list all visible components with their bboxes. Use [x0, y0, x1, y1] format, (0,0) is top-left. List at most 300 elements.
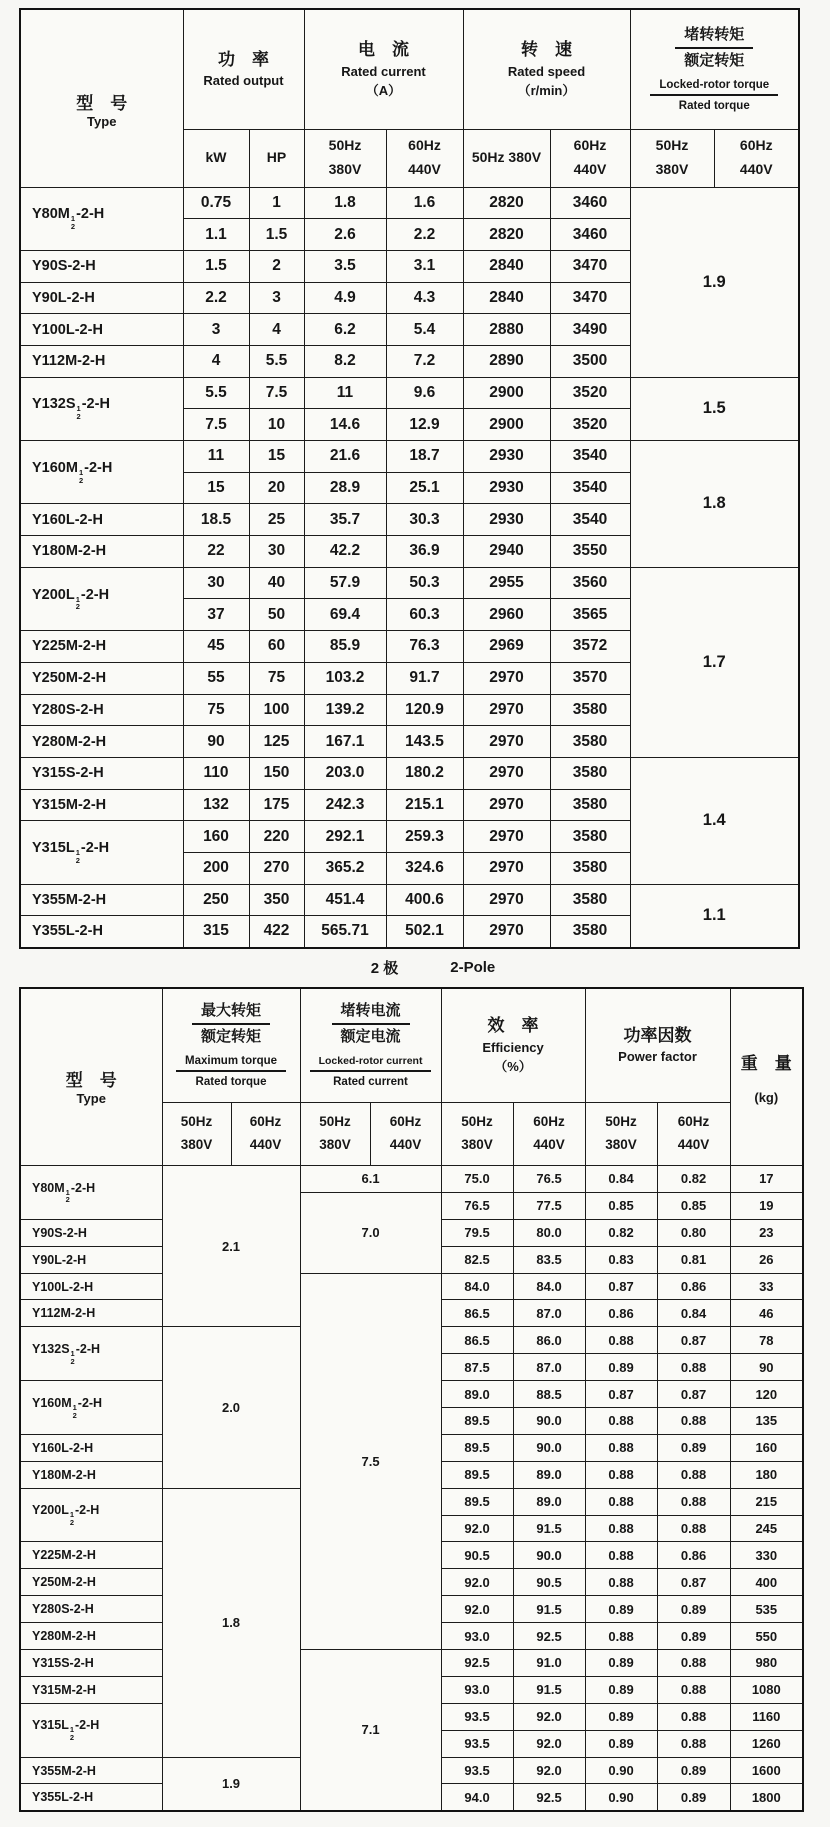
model-cell: Y100L-2-H	[20, 314, 183, 346]
value-cell: 0.87	[585, 1273, 657, 1300]
col-torque-ratio-header: 堵转转矩 额定转矩 Locked-rotor torque Rated torque	[630, 9, 799, 129]
model-cell: Y180M-2-H	[20, 536, 183, 568]
value-cell: 2940	[463, 536, 550, 568]
value-cell: 2820	[463, 187, 550, 219]
model-cell: Y225M-2-H	[20, 631, 183, 663]
model-cell: Y355M-2-H	[20, 884, 183, 916]
value-cell: 125	[249, 726, 304, 758]
value-cell: 42.2	[304, 536, 386, 568]
value-cell: 2	[249, 250, 304, 282]
value-cell: 2970	[463, 694, 550, 726]
subcol-maxtorque-50hz: 50Hz 380V	[162, 1103, 231, 1166]
weight-label-cn: 重 量	[740, 1053, 792, 1073]
value-cell: 86.5	[441, 1327, 513, 1354]
value-cell: 0.88	[657, 1354, 730, 1381]
value-cell: 0.88	[657, 1461, 730, 1488]
value-cell: 3.1	[386, 250, 463, 282]
table-row	[20, 187, 799, 219]
value-cell: 0.88	[585, 1623, 657, 1650]
value-cell: 37	[183, 599, 249, 631]
value-cell: 92.0	[513, 1757, 585, 1784]
value-cell: 2900	[463, 377, 550, 409]
value-cell: 1800	[730, 1784, 803, 1811]
value-cell: 3570	[550, 662, 630, 694]
value-cell: 365.2	[304, 852, 386, 884]
pole-caption	[0, 949, 830, 987]
value-cell: 0.85	[657, 1192, 730, 1219]
value-cell: 1.8	[304, 187, 386, 219]
subcol-powerfactor-50hz: 50Hz 380V	[585, 1103, 657, 1166]
value-cell: 92.0	[441, 1569, 513, 1596]
value-cell: 2890	[463, 345, 550, 377]
value-cell: 7.5	[183, 409, 249, 441]
value-cell: 5.4	[386, 314, 463, 346]
value-cell: 1.4	[630, 757, 799, 884]
value-cell: 60.3	[386, 599, 463, 631]
value-cell: 315	[183, 916, 249, 948]
value-cell: 7.5	[249, 377, 304, 409]
value-cell: 90.0	[513, 1434, 585, 1461]
subcol-speed-50hz: 50Hz 380V	[463, 129, 550, 187]
value-cell: 0.88	[657, 1730, 730, 1757]
value-cell: 2900	[463, 409, 550, 441]
value-cell: 2.2	[386, 219, 463, 251]
value-cell: 0.88	[657, 1515, 730, 1542]
value-cell: 25.1	[386, 472, 463, 504]
header-row-groups	[20, 9, 799, 129]
value-cell: 50	[249, 599, 304, 631]
table-row	[20, 884, 799, 916]
value-cell: 4.9	[304, 282, 386, 314]
model-cell: Y315L 1 2 -2-H	[20, 1703, 162, 1757]
model-cell: Y132S 1 2 -2-H	[20, 377, 183, 440]
model-size-fraction: 1 2	[78, 467, 84, 485]
col-locked-rotor-current-header: 堵转电流 额定电流 Locked-rotor current Rated current	[300, 988, 441, 1103]
value-cell: 90.0	[513, 1542, 585, 1569]
value-cell: 0.88	[585, 1542, 657, 1569]
value-cell: 215	[730, 1488, 803, 1515]
value-cell: 93.5	[441, 1703, 513, 1730]
value-cell: 12.9	[386, 409, 463, 441]
value-cell: 3580	[550, 789, 630, 821]
value-cell: 0.87	[585, 1381, 657, 1408]
value-cell: 4.3	[386, 282, 463, 314]
value-cell: 160	[183, 821, 249, 853]
value-cell: 0.88	[657, 1676, 730, 1703]
value-cell: 0.87	[657, 1327, 730, 1354]
value-cell: 3580	[550, 884, 630, 916]
value-cell: 0.88	[657, 1650, 730, 1677]
value-cell: 90	[183, 726, 249, 758]
value-cell: 91.0	[513, 1650, 585, 1677]
value-cell: 79.5	[441, 1219, 513, 1246]
value-cell: 0.88	[657, 1703, 730, 1730]
value-cell: 103.2	[304, 662, 386, 694]
value-cell: 75	[183, 694, 249, 726]
value-cell: 76.5	[441, 1192, 513, 1219]
value-cell: 0.88	[585, 1569, 657, 1596]
spec-table-performance	[19, 987, 804, 1812]
value-cell: 565.71	[304, 916, 386, 948]
value-cell: 1.8	[162, 1488, 300, 1757]
model-cell: Y355L-2-H	[20, 916, 183, 948]
value-cell: 92.0	[441, 1515, 513, 1542]
value-cell: 91.5	[513, 1676, 585, 1703]
table-row	[20, 441, 799, 473]
value-cell: 3470	[550, 250, 630, 282]
subcol-current-60hz: 60Hz 440V	[386, 129, 463, 187]
value-cell: 242.3	[304, 789, 386, 821]
model-cell: Y315S-2-H	[20, 1650, 162, 1677]
value-cell: 11	[304, 377, 386, 409]
value-cell: 143.5	[386, 726, 463, 758]
col-weight-header	[730, 988, 803, 1166]
value-cell: 3580	[550, 694, 630, 726]
value-cell: 0.88	[657, 1488, 730, 1515]
value-cell: 2970	[463, 916, 550, 948]
value-cell: 7.1	[300, 1650, 441, 1811]
value-cell: 0.75	[183, 187, 249, 219]
table-row	[20, 1273, 803, 1300]
value-cell: 89.0	[513, 1461, 585, 1488]
value-cell: 3	[249, 282, 304, 314]
value-cell: 2930	[463, 504, 550, 536]
value-cell: 7.5	[300, 1273, 441, 1649]
value-cell: 3580	[550, 757, 630, 789]
value-cell: 324.6	[386, 852, 463, 884]
value-cell: 2820	[463, 219, 550, 251]
value-cell: 8.2	[304, 345, 386, 377]
value-cell: 77.5	[513, 1192, 585, 1219]
subcol-kw: kW	[183, 129, 249, 187]
value-cell: 0.88	[585, 1515, 657, 1542]
value-cell: 86.0	[513, 1327, 585, 1354]
value-cell: 3540	[550, 472, 630, 504]
col-type-header	[20, 988, 162, 1166]
model-cell: Y315S-2-H	[20, 757, 183, 789]
value-cell: 2970	[463, 884, 550, 916]
col-power-factor-header: 功率因数 Power factor	[585, 988, 730, 1103]
value-cell: 36.9	[386, 536, 463, 568]
value-cell: 92.5	[513, 1623, 585, 1650]
value-cell: 88.5	[513, 1381, 585, 1408]
value-cell: 92.5	[513, 1784, 585, 1811]
subcol-efficiency-50hz: 50Hz 380V	[441, 1103, 513, 1166]
value-cell: 400.6	[386, 884, 463, 916]
model-cell: Y280S-2-H	[20, 694, 183, 726]
value-cell: 1	[249, 187, 304, 219]
value-cell: 2970	[463, 726, 550, 758]
value-cell: 1.7	[630, 567, 799, 757]
value-cell: 91.5	[513, 1515, 585, 1542]
model-cell: Y100L-2-H	[20, 1273, 162, 1300]
value-cell: 0.88	[657, 1408, 730, 1435]
value-cell: 33	[730, 1273, 803, 1300]
model-cell: Y315L 1 2 -2-H	[20, 821, 183, 884]
value-cell: 0.86	[585, 1300, 657, 1327]
value-cell: 502.1	[386, 916, 463, 948]
value-cell: 76.5	[513, 1166, 585, 1193]
value-cell: 2970	[463, 789, 550, 821]
subcol-powerfactor-60hz: 60Hz 440V	[657, 1103, 730, 1166]
col-efficiency-header: 效 率 Efficiency （%）	[441, 988, 585, 1103]
model-cell: Y112M-2-H	[20, 1300, 162, 1327]
model-size-fraction: 1 2	[76, 404, 81, 422]
subcol-current-50hz: 50Hz 380V	[304, 129, 386, 187]
value-cell: 0.90	[585, 1784, 657, 1811]
type-label-cn: 型 号	[65, 1070, 117, 1090]
value-cell: 3580	[550, 852, 630, 884]
value-cell: 1.5	[249, 219, 304, 251]
value-cell: 21.6	[304, 441, 386, 473]
value-cell: 1.6	[386, 187, 463, 219]
pole-caption-en: 2-Pole	[450, 959, 496, 976]
value-cell: 90.5	[513, 1569, 585, 1596]
value-cell: 535	[730, 1596, 803, 1623]
value-cell: 91.7	[386, 662, 463, 694]
value-cell: 0.89	[585, 1730, 657, 1757]
model-size-fraction: 1 2	[65, 1187, 70, 1205]
value-cell: 2.0	[162, 1327, 300, 1488]
value-cell: 3540	[550, 441, 630, 473]
model-size-fraction: 1 2	[72, 1402, 77, 1420]
col-power-header: 功 率 Rated output	[183, 9, 304, 129]
model-size-fraction: 1 2	[69, 1725, 75, 1743]
value-cell: 2.2	[183, 282, 249, 314]
value-cell: 3580	[550, 726, 630, 758]
value-cell: 160	[730, 1434, 803, 1461]
table-row	[20, 567, 799, 599]
value-cell: 93.5	[441, 1730, 513, 1757]
value-cell: 0.88	[585, 1488, 657, 1515]
table-row	[20, 1650, 803, 1677]
value-cell: 250	[183, 884, 249, 916]
value-cell: 0.86	[657, 1273, 730, 1300]
value-cell: 150	[249, 757, 304, 789]
value-cell: 175	[249, 789, 304, 821]
table-row	[20, 757, 799, 789]
value-cell: 15	[183, 472, 249, 504]
value-cell: 3580	[550, 821, 630, 853]
value-cell: 3.5	[304, 250, 386, 282]
value-cell: 90.5	[441, 1542, 513, 1569]
value-cell: 3572	[550, 631, 630, 663]
value-cell: 0.83	[585, 1246, 657, 1273]
model-size-fraction: 1 2	[70, 214, 76, 232]
pole-caption-cn: 2 极	[370, 960, 399, 977]
value-cell: 220	[249, 821, 304, 853]
value-cell: 92.0	[513, 1730, 585, 1757]
value-cell: 3550	[550, 536, 630, 568]
value-cell: 0.89	[657, 1596, 730, 1623]
value-cell: 6.1	[300, 1166, 441, 1193]
value-cell: 180.2	[386, 757, 463, 789]
value-cell: 35.7	[304, 504, 386, 536]
model-cell: Y160M 1 2 -2-H	[20, 1381, 162, 1435]
model-cell: Y315M-2-H	[20, 789, 183, 821]
type-label-cn: 型 号	[76, 94, 128, 114]
value-cell: 259.3	[386, 821, 463, 853]
value-cell: 89.0	[513, 1488, 585, 1515]
value-cell: 120.9	[386, 694, 463, 726]
value-cell: 139.2	[304, 694, 386, 726]
value-cell: 93.0	[441, 1623, 513, 1650]
value-cell: 2840	[463, 282, 550, 314]
value-cell: 28.9	[304, 472, 386, 504]
subcol-torque-50hz: 50Hz 380V	[630, 129, 714, 187]
value-cell: 2970	[463, 757, 550, 789]
model-cell: Y90L-2-H	[20, 1246, 162, 1273]
value-cell: 2969	[463, 631, 550, 663]
value-cell: 2960	[463, 599, 550, 631]
subcol-hp: HP	[249, 129, 304, 187]
value-cell: 2970	[463, 852, 550, 884]
value-cell: 87.5	[441, 1354, 513, 1381]
value-cell: 22	[183, 536, 249, 568]
value-cell: 0.89	[585, 1703, 657, 1730]
value-cell: 3560	[550, 567, 630, 599]
value-cell: 0.89	[657, 1623, 730, 1650]
value-cell: 10	[249, 409, 304, 441]
value-cell: 120	[730, 1381, 803, 1408]
model-cell: Y315M-2-H	[20, 1676, 162, 1703]
value-cell: 5.5	[249, 345, 304, 377]
value-cell: 92.0	[513, 1703, 585, 1730]
value-cell: 1.1	[630, 884, 799, 947]
value-cell: 2.6	[304, 219, 386, 251]
value-cell: 0.80	[657, 1219, 730, 1246]
model-cell: Y90S-2-H	[20, 1219, 162, 1246]
value-cell: 89.5	[441, 1434, 513, 1461]
model-cell: Y280S-2-H	[20, 1596, 162, 1623]
value-cell: 0.90	[585, 1757, 657, 1784]
model-cell: Y200L 1 2 -2-H	[20, 567, 183, 630]
value-cell: 15	[249, 441, 304, 473]
value-cell: 91.5	[513, 1596, 585, 1623]
subcol-torque-60hz: 60Hz 440V	[714, 129, 799, 187]
value-cell: 203.0	[304, 757, 386, 789]
value-cell: 400	[730, 1569, 803, 1596]
value-cell: 0.89	[585, 1354, 657, 1381]
value-cell: 30.3	[386, 504, 463, 536]
value-cell: 3490	[550, 314, 630, 346]
value-cell: 132	[183, 789, 249, 821]
value-cell: 90.0	[513, 1408, 585, 1435]
weight-unit: (kg)	[754, 1089, 779, 1105]
value-cell: 2.1	[162, 1166, 300, 1327]
model-size-fraction: 1 2	[70, 1348, 75, 1366]
value-cell: 0.88	[585, 1434, 657, 1461]
value-cell: 89.5	[441, 1488, 513, 1515]
value-cell: 0.82	[657, 1166, 730, 1193]
value-cell: 57.9	[304, 567, 386, 599]
value-cell: 2970	[463, 662, 550, 694]
value-cell: 2955	[463, 567, 550, 599]
model-cell: Y80M 1 2 -2-H	[20, 187, 183, 250]
value-cell: 330	[730, 1542, 803, 1569]
col-current-header: 电 流 Rated current （A）	[304, 9, 463, 129]
value-cell: 0.89	[585, 1650, 657, 1677]
value-cell: 215.1	[386, 789, 463, 821]
value-cell: 3520	[550, 409, 630, 441]
value-cell: 17	[730, 1166, 803, 1193]
value-cell: 45	[183, 631, 249, 663]
value-cell: 1260	[730, 1730, 803, 1757]
table2-body	[20, 1166, 803, 1811]
value-cell: 0.87	[657, 1569, 730, 1596]
value-cell: 19	[730, 1192, 803, 1219]
subcol-lockcurrent-50hz: 50Hz 380V	[300, 1103, 370, 1166]
model-size-fraction: 1 2	[69, 1510, 75, 1528]
value-cell: 135	[730, 1408, 803, 1435]
type-label-en: Type	[87, 114, 117, 130]
value-cell: 25	[249, 504, 304, 536]
value-cell: 50.3	[386, 567, 463, 599]
value-cell: 94.0	[441, 1784, 513, 1811]
value-cell: 1.9	[162, 1757, 300, 1811]
value-cell: 40	[249, 567, 304, 599]
value-cell: 1600	[730, 1757, 803, 1784]
subcol-maxtorque-60hz: 60Hz 440V	[231, 1103, 300, 1166]
value-cell: 0.82	[585, 1219, 657, 1246]
value-cell: 7.0	[300, 1192, 441, 1273]
model-cell: Y280M-2-H	[20, 726, 183, 758]
model-cell: Y160L-2-H	[20, 1434, 162, 1461]
col-max-torque-header: 最大转矩 额定转矩 Maximum torque Rated torque	[162, 988, 300, 1103]
value-cell: 1.8	[630, 441, 799, 568]
value-cell: 0.89	[657, 1434, 730, 1461]
subcol-efficiency-60hz: 60Hz 440V	[513, 1103, 585, 1166]
value-cell: 2970	[463, 821, 550, 853]
value-cell: 3	[183, 314, 249, 346]
model-cell: Y90S-2-H	[20, 250, 183, 282]
value-cell: 0.84	[585, 1166, 657, 1193]
value-cell: 0.88	[585, 1327, 657, 1354]
table1-body	[20, 187, 799, 948]
value-cell: 200	[183, 852, 249, 884]
model-cell: Y280M-2-H	[20, 1623, 162, 1650]
value-cell: 75.0	[441, 1166, 513, 1193]
value-cell: 4	[183, 345, 249, 377]
value-cell: 3565	[550, 599, 630, 631]
value-cell: 2880	[463, 314, 550, 346]
model-cell: Y355L-2-H	[20, 1784, 162, 1811]
value-cell: 60	[249, 631, 304, 663]
subcol-speed-60hz: 60Hz 440V	[550, 129, 630, 187]
value-cell: 3470	[550, 282, 630, 314]
value-cell: 292.1	[304, 821, 386, 853]
value-cell: 83.5	[513, 1246, 585, 1273]
table-row	[20, 1166, 803, 1193]
model-cell: Y200L 1 2 -2-H	[20, 1488, 162, 1542]
value-cell: 2840	[463, 250, 550, 282]
value-cell: 18.5	[183, 504, 249, 536]
value-cell: 89.0	[441, 1381, 513, 1408]
value-cell: 1.9	[630, 187, 799, 377]
value-cell: 69.4	[304, 599, 386, 631]
value-cell: 0.87	[657, 1381, 730, 1408]
model-cell: Y355M-2-H	[20, 1757, 162, 1784]
value-cell: 84.0	[441, 1273, 513, 1300]
value-cell: 80.0	[513, 1219, 585, 1246]
model-cell: Y180M-2-H	[20, 1461, 162, 1488]
value-cell: 86.5	[441, 1300, 513, 1327]
value-cell: 180	[730, 1461, 803, 1488]
model-cell: Y250M-2-H	[20, 662, 183, 694]
value-cell: 980	[730, 1650, 803, 1677]
value-cell: 78	[730, 1327, 803, 1354]
value-cell: 76.3	[386, 631, 463, 663]
